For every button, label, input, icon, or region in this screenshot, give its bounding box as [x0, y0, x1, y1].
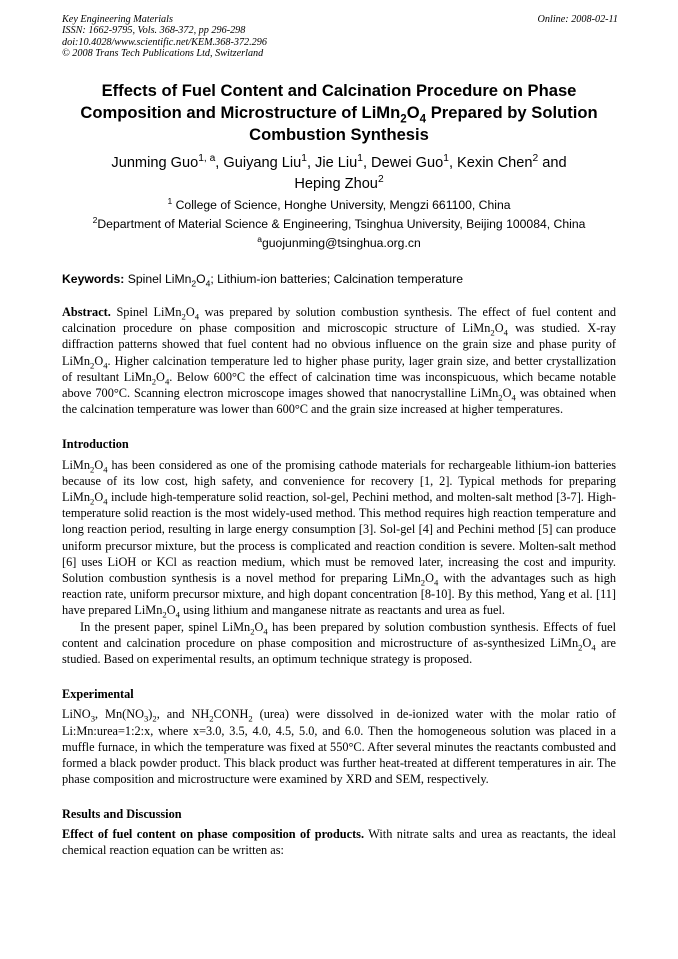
affiliations — [62, 196, 616, 253]
introduction-heading: Introduction — [62, 437, 129, 452]
journal-header — [62, 14, 618, 60]
author-email: $^a$guojunming@tsinghua.org.cn — [257, 233, 421, 250]
abstract-label: Abstract. — [62, 305, 111, 319]
affiliation-2: $^2$Department of Material Science & Engineering, Tsinghua University, Beijing 100084, China — [92, 214, 586, 231]
journal-name: Key Engineering Materials — [62, 14, 173, 25]
issn-line: ISSN: 1662-9795, Vols. 368-372, pp 296-298 — [62, 25, 246, 37]
authors-line-2: Heping Zhou$^2$ — [294, 174, 384, 192]
introduction-paragraph-1: $LiMn_2O_4$ has been considered as one of the promising cathode materials for rechargeable lithium-ion batteries because of its low cost, high safety, and convenience for recovery [1, 2]. Typical methods for preparing $LiMn_2O_4$ include high-temperature solid reaction, sol-gel, Pechini method, and molten-salt method [3-7]. High-temperature solid reaction is the most widely-used method. This method requires high reaction temperature and long reaction period, resulting in large energy consumption [3]. Sol-gel [4] and Pechini method [5] can produce uniform precursor mixture, but the process is complicated and reaction condition is severe. Molten-salt method [6] uses LiOH or KCl as reaction medium, which must be removed later, increasing the cost and impurity. Solution combustion synthesis is a novel method for preparing $LiMn_2O_4$ with the advantages such as high reaction rate, uniform precursor mixture, and high dopant concentration [8-10]. By this method, Yang et al. [11] have prepared $LiMn_2O_4$ using lithium and manganese nitrate as reactants and urea as fuel. — [62, 457, 617, 620]
paper-body — [62, 304, 616, 858]
title-line-1: Effects of Fuel Content and Calcination Procedure on Phase — [101, 81, 577, 100]
authors-line-1: Junming Guo$^{1, a}$, Guiyang Liu$^1$, Jie Liu$^1$, Dewei Guo$^1$, Kexin Chen$^2$ and — [111, 153, 567, 171]
abstract-paragraph: Abstract. Spinel $LiMn_2O_4$ was prepared by solution combustion synthesis. The effect of fuel content and calcination procedure on phase composition and microscopic structure of $LiMn_2O_4$ was studied. X-ray diffraction patterns showed that fuel content had no obvious influence on the grain size and phase purity of $LiMn_2O_4$. Higher calcination temperature led to higher phase purity, lager grain size, and better crystallization of resultant $LiMn_2O_4$. Below 600°C the effect of calcination time was inconspicuous, which became notable above 700°C. Scanning electron microscope images showed that nanocrystalline $LiMn_2O_4$ was obtained when the calcination temperature was lower than 600°C and the grain size increased at higher temperatures. — [62, 305, 617, 417]
online-date: Online: 2008-02-11 — [537, 14, 618, 25]
paper-title — [62, 80, 616, 146]
title-line-2: Composition and Microstructure of $LiMn_2O_4$ Prepared by Solution — [80, 103, 598, 126]
keywords-line: Keywords: Spinel $LiMn_2O_4$; Lithium-ion batteries; Calcination temperature — [62, 272, 464, 289]
affiliation-1: $^1$ College of Science, Honghe University, Mengzi 661100, China — [167, 195, 511, 212]
title-line-3: Combustion Synthesis — [249, 125, 429, 144]
introduction-paragraph-2: In the present paper, spinel $LiMn_2O_4$ has been prepared by solution combustion synthesis. Effects of fuel content and calcination procedure on phase composition and microstructure of as-synthesized $LiMn_2O_4$ are studied. Based on experimental results, an optimum technique strategy is proposed. — [62, 619, 617, 667]
results-subheading: Effect of fuel content on phase composition of products. — [62, 826, 365, 841]
author-list — [62, 153, 616, 195]
doi-line: doi:10.4028/www.scientific.net/KEM.368-372.296 — [62, 36, 267, 48]
experimental-paragraph: LiNO$_3$, $Mn(NO_3)_2$, and $NH_2CONH_2$ (urea) were dissolved in de-ionized water with the molar ratio of Li:Mn:urea=1:2:x, where x=3.0, 3.5, 4.0, 4.5, 5.0, and 6.0. Then the homogeneous solution was placed in a muffle furnace, in which the temperature was fixed at 550°C. After several minutes the reactants combusted and formed a black powder product. This black product was further heat-treated at different temperatures in air. The phase composition and microstructure were examined by XRD and SEM, respectively. — [62, 707, 616, 787]
results-paragraph: Effect of fuel content on phase composition of products. With nitrate salts and urea as reactants, the ideal chemical reaction equation can be written as: — [62, 826, 616, 857]
copyright-line: © 2008 Trans Tech Publications Ltd, Switzerland — [62, 48, 264, 60]
experimental-heading: Experimental — [62, 687, 134, 702]
results-heading: Results and Discussion — [62, 807, 182, 822]
keywords-label: Keywords: — [62, 272, 125, 286]
